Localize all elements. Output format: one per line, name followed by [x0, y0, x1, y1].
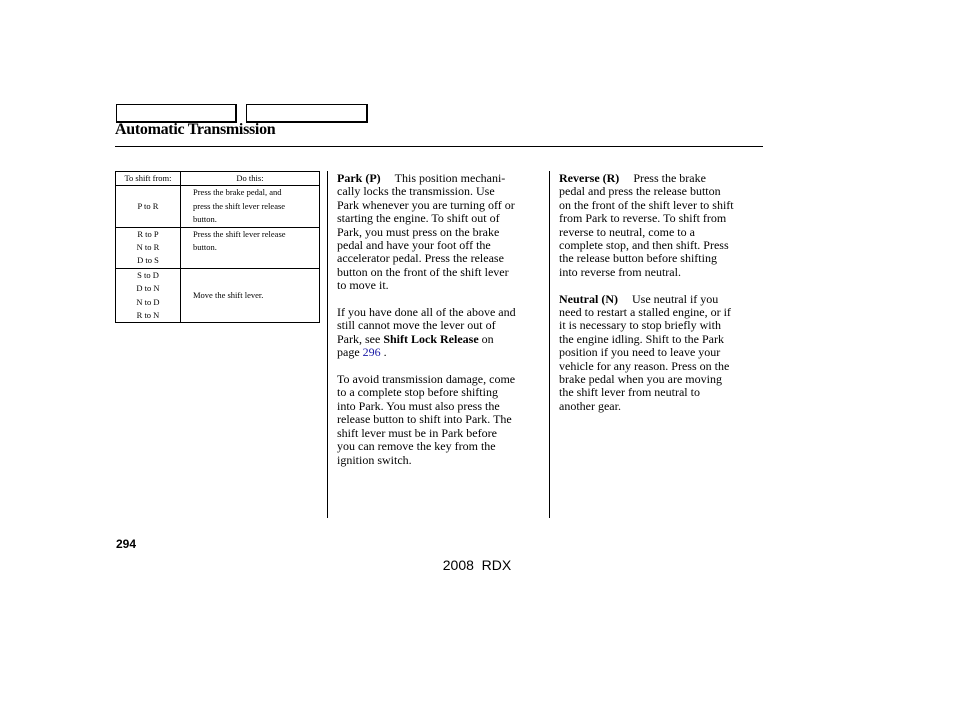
- text-line: release button to shift into Park. The: [337, 412, 512, 427]
- shift-lock-paragraph: If you have done all of the above and still cannot move the lever out of Park, see Shift Lock Release on page 296 .: [337, 305, 516, 360]
- shift-from: R to P: [137, 228, 159, 239]
- table-cell-from: [116, 227, 181, 268]
- shift-action-line: Move the shift lever.: [193, 289, 264, 300]
- text-line: pedal and press the release button: [559, 184, 721, 199]
- table-header-from: To shift from:: [116, 172, 181, 186]
- text-line: the engine idling. Shift to the Park: [559, 331, 724, 346]
- text-line: on the front of the shift lever to shift: [559, 197, 734, 212]
- text-line: you can remove the key from the: [337, 439, 496, 454]
- shift-action-line: Press the brake pedal, and: [193, 187, 282, 198]
- text-line: from Park to reverse. To shift from: [559, 211, 727, 226]
- shift-action-line: Press the shift lever release: [193, 228, 286, 239]
- page-title: Automatic Transmission: [115, 121, 276, 138]
- table-cell-from: [116, 186, 181, 227]
- neutral-line-first: Neutral (N) Use neutral if you: [559, 291, 719, 306]
- shift-table: [115, 171, 320, 323]
- text-line: position if you need to leave your: [559, 345, 721, 360]
- column-park: [337, 172, 545, 480]
- reverse-paragraph: [559, 172, 762, 279]
- shift-action-line: button.: [193, 242, 217, 253]
- text-line: into reverse from neutral.: [559, 264, 681, 279]
- neutral-paragraph: [559, 293, 762, 414]
- text-line: into Park. You must also press the: [337, 398, 500, 413]
- table-row: [116, 268, 320, 323]
- text-line: Park, you must press on the brake: [337, 224, 500, 239]
- text-line: to move it.: [337, 278, 389, 293]
- park-heading: Park (P): [337, 171, 381, 185]
- table-cell-from: [116, 268, 181, 323]
- text-line: button on the front of the shift lever: [337, 264, 509, 279]
- text-line: need to restart a stalled engine, or if: [559, 305, 731, 320]
- text-line: still cannot move the lever out of: [337, 318, 496, 333]
- shift-from: D to S: [137, 255, 159, 266]
- shift-lock-release-ref: Shift Lock Release: [383, 331, 479, 346]
- shift-action-line: button.: [193, 214, 217, 225]
- text-line: brake pedal when you are moving: [559, 372, 722, 387]
- shift-from: S to D: [137, 269, 159, 280]
- text-line: ignition switch.: [337, 452, 412, 467]
- text-line: accelerator pedal. Press the release: [337, 251, 504, 266]
- text-line: shift lever must be in Park before: [337, 425, 497, 440]
- column-divider: [549, 171, 550, 518]
- column-divider: [327, 171, 328, 518]
- title-rule: [115, 146, 763, 147]
- shift-from: R to N: [136, 310, 160, 321]
- table-cell-action: [181, 227, 320, 268]
- text-line: to a complete stop before shifting: [337, 385, 498, 400]
- text-line: starting the engine. To shift out of: [337, 211, 500, 226]
- reverse-line-first: Reverse (R) Press the brake: [559, 171, 706, 185]
- shift-from: P to R: [137, 200, 159, 211]
- shift-from: D to N: [136, 283, 160, 294]
- avoid-damage-paragraph: [337, 373, 545, 467]
- text-line: cally locks the transmission. Use: [337, 184, 495, 199]
- text-line: If you have done all of the above and: [337, 305, 516, 320]
- table-row: [116, 186, 320, 227]
- footer-model: 2008 RDX: [442, 557, 512, 573]
- neutral-heading: Neutral (N): [559, 291, 618, 306]
- shift-from: N to R: [136, 242, 160, 253]
- text-line: the release button before shifting: [559, 251, 717, 266]
- column-reverse-neutral: [559, 172, 762, 427]
- text-line: the shift lever from neutral to: [559, 385, 700, 400]
- park-paragraph: [337, 172, 545, 293]
- text-line: pedal and have your foot off the: [337, 238, 491, 253]
- table-row: [116, 227, 320, 268]
- table-cell-action: [181, 186, 320, 227]
- text-line: another gear.: [559, 398, 621, 413]
- page-number: 294: [116, 537, 137, 551]
- text-line: it is necessary to stop briefly with: [559, 318, 721, 333]
- park-line-first: Park (P) This position mechani-: [337, 171, 506, 185]
- page-296-link[interactable]: 296: [362, 345, 381, 360]
- shift-from: N to D: [136, 296, 160, 307]
- text-line: reverse to neutral, come to a: [559, 224, 695, 239]
- shift-action-line: press the shift lever release: [193, 200, 286, 211]
- table-cell-action: [181, 268, 320, 323]
- text-line: Park whenever you are turning off or: [337, 197, 515, 212]
- table-header-action: Do this:: [181, 172, 320, 186]
- reverse-heading: Reverse (R): [559, 171, 620, 185]
- text-line: To avoid transmission damage, come: [337, 372, 516, 387]
- text-line: vehicle for any reason. Press on the: [559, 358, 730, 373]
- text-line: complete stop, and then shift. Press: [559, 238, 729, 253]
